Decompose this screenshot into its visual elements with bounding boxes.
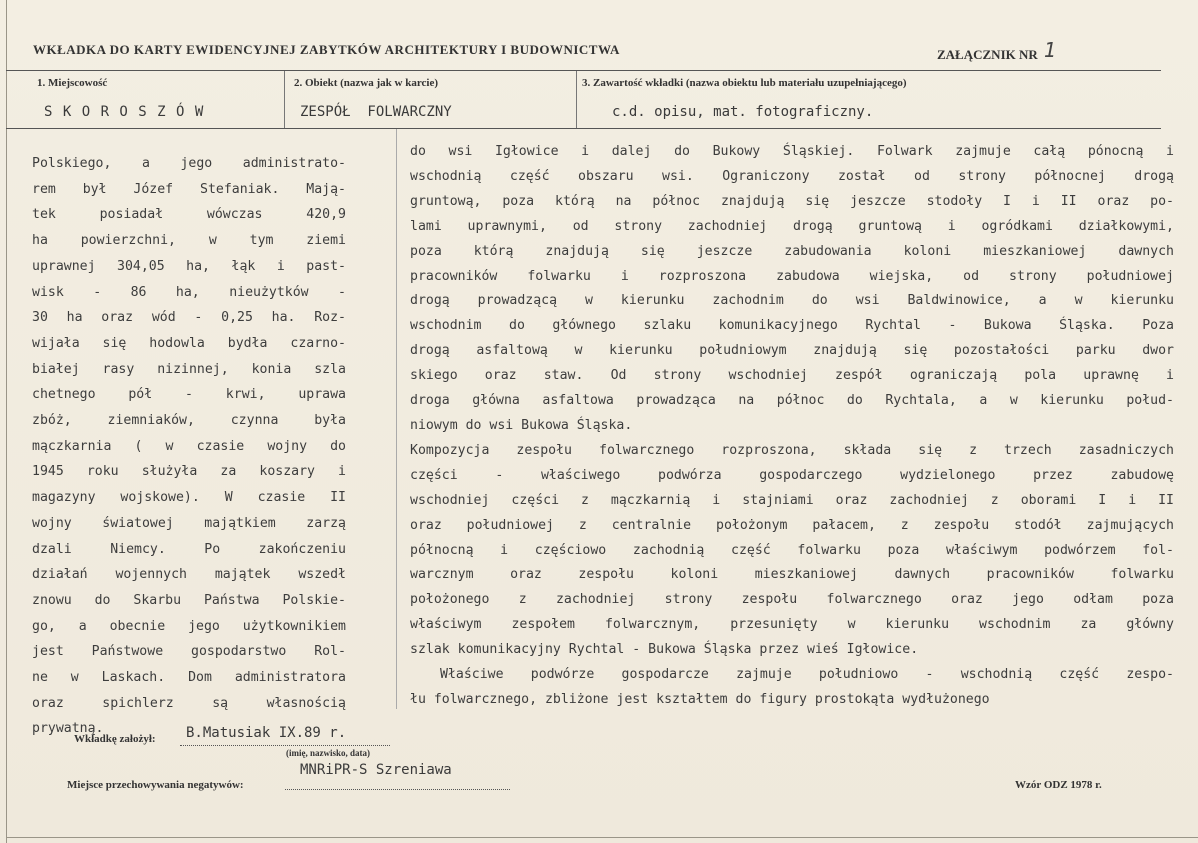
contents-value: c.d. opisu, mat. fotograficzny.: [612, 104, 874, 120]
field-separator-1: [284, 71, 285, 128]
prepared-line: [180, 745, 390, 746]
text-line: dzali Niemcy. Po zakończeniu: [32, 541, 346, 557]
text-line: łu folwarcznego, zbliżone jest kształtem do figury prostokąta wydłużonego: [410, 691, 990, 707]
storage-value: MNRiPR-S Szreniawa: [300, 762, 452, 778]
column-separator: [396, 129, 397, 709]
text-line: ha powierzchni, w tym ziemi: [32, 233, 346, 249]
text-line: Polskiego, a jego administrato-: [32, 156, 346, 171]
card-left-border: [6, 0, 7, 843]
text-line: drogą asfaltową w kierunku południowym znajdują się pozostałości parku dwor: [410, 343, 1174, 359]
field-separator-2: [576, 71, 577, 128]
object-value: ZESPÓŁ FOLWARCZNY: [300, 104, 452, 120]
text-line: wschodnim do głównego szlaku komunikacyjnego Rychtal - Bukowa Śląska. Poza: [410, 318, 1174, 334]
text-line: wschodnią część obszaru wsi. Ograniczony został od strony północnej drogą: [410, 168, 1174, 184]
text-line: poza którą znajdują się jeszcze zabudowania koloni mieszkaniowej dawnych: [410, 243, 1174, 259]
text-line: oraz spichlerz są własnością: [32, 695, 346, 711]
prepared-hint: (imię, nazwisko, data): [286, 748, 370, 758]
text-line: drogą prowadzącą w kierunku zachodnim do wsi Baldwinowice, a w kierunku: [410, 293, 1174, 309]
text-line: właściwym zespołem folwarcznym, przesunięty w kierunku wschodnim za główny: [410, 617, 1174, 633]
card-bottom-border: [6, 837, 1198, 838]
text-line: gruntową, poza którą na północ znajdują się jeszcze stodoły I i II oraz po-: [410, 193, 1174, 209]
text-line: lami uprawnymi, od strony zachodniej drogą gruntową i ogródkami działkowymi,: [410, 218, 1174, 234]
text-line: uprawnej 304,05 ha, łąk i past-: [32, 258, 346, 274]
description-left-column: [32, 151, 346, 742]
description-right-column: [410, 140, 1174, 713]
text-line: warcznym oraz zespołu koloni mieszkaniowej dawnych pracowników folwarku: [410, 567, 1174, 583]
text-line: zbóż, ziemniaków, czynna była: [32, 413, 346, 429]
text-line: niowym do wsi Bukowa Śląska.: [410, 417, 633, 433]
text-line: położonego z zachodniej strony zespołu folwarcznego oraz jego odłam poza: [410, 592, 1174, 608]
locality-value: S K O R O S Z Ó W: [44, 104, 205, 120]
text-line: mączkarnia ( w czasie wojny do: [32, 438, 346, 454]
text-line: szlak komunikacyjny Rychtal - Bukowa Śląska przez wieś Igłowice.: [410, 642, 919, 658]
text-line: białej rasy nizinnej, konia szla: [32, 361, 346, 377]
attachment-number: [937, 40, 1056, 64]
text-line: jest Państwowe gospodarstwo Rol-: [32, 644, 346, 660]
locality-label: 1. Miejscowość: [37, 77, 108, 89]
text-line: rem był Józef Stefaniak. Mają-: [32, 181, 346, 197]
header-divider: [6, 70, 1161, 71]
text-line: skiego oraz staw. Od strony wschodniej zespół ograniczają pola uprawnę i: [410, 368, 1174, 384]
text-line: Właściwe podwórze gospodarcze zajmuje południowo - wschodnią część zespo-: [440, 667, 1174, 683]
text-line: pracowników folwarku i rozproszona zabudowa wiejska, od strony południowej: [410, 268, 1174, 284]
fields-divider: [6, 128, 1161, 129]
storage-label: Miejsce przechowywania negatywów:: [67, 779, 244, 791]
object-label: 2. Obiekt (nazwa jak w karcie): [294, 77, 439, 89]
storage-line: [285, 789, 510, 790]
text-line: wschodniej części z mączkarnią i stajniami oraz zachodniej z oborami I i II: [410, 492, 1174, 508]
attachment-number-value: 1: [1043, 38, 1056, 62]
prepared-label: Wkładkę założył:: [74, 733, 156, 745]
form-label: Wzór ODZ 1978 r.: [1015, 779, 1102, 791]
text-line: wijała się hodowla bydła czarno-: [32, 335, 346, 351]
text-line: wisk - 86 ha, nieużytków -: [32, 284, 346, 300]
text-line: części - właściwego podwórza gospodarczego wydzielonego przez zabudowę: [410, 467, 1174, 483]
text-line: północną i częściowo zachodnią część folwarku poza właściwym podwórzem fol-: [410, 542, 1174, 558]
text-line: 1945 roku służyła za koszary i: [32, 464, 346, 480]
text-line: prywatną.: [32, 721, 104, 737]
contents-label: 3. Zawartość wkładki (nazwa obiektu lub materiału uzupełniającego): [582, 77, 907, 89]
text-line: tek posiadał wówczas 420,9: [32, 207, 346, 223]
text-line: 30 ha oraz wód - 0,25 ha. Roz-: [32, 310, 346, 326]
text-line: do wsi Igłowice i dalej do Bukowy Śląskiej. Folwark zajmuje całą pónocną i: [410, 144, 1174, 159]
text-line: go, a obecnie jego użytkownikiem: [32, 618, 346, 634]
text-line: znowu do Skarbu Państwa Polskie-: [32, 592, 346, 608]
text-line: wojny światowej majątkiem zarzą: [32, 515, 346, 531]
text-line: droga główna asfaltowa prowadząca na północ do Rychtala, a w kierunku połud-: [410, 393, 1174, 409]
text-line: oraz południowej z centralnie położonym pałacem, z zespołu stodół zajmujących: [410, 517, 1174, 533]
prepared-value: B.Matusiak IX.89 r.: [186, 725, 347, 741]
card-title: WKŁADKA DO KARTY EWIDENCYJNEJ ZABYTKÓW ARCHITEKTURY I BUDOWNICTWA: [33, 42, 620, 57]
text-line: ne w Laskach. Dom administratora: [32, 670, 346, 686]
text-line: działań wojennych majątek wszedł: [32, 567, 346, 583]
text-line: magazyny wojskowe). W czasie II: [32, 490, 346, 506]
text-line: Kompozycja zespołu folwarcznego rozproszona, składa się z trzech zasadniczych: [410, 442, 1174, 458]
text-line: chetnego pół - krwi, uprawa: [32, 387, 346, 403]
attachment-label: ZAŁĄCZNIK NR: [937, 47, 1038, 62]
